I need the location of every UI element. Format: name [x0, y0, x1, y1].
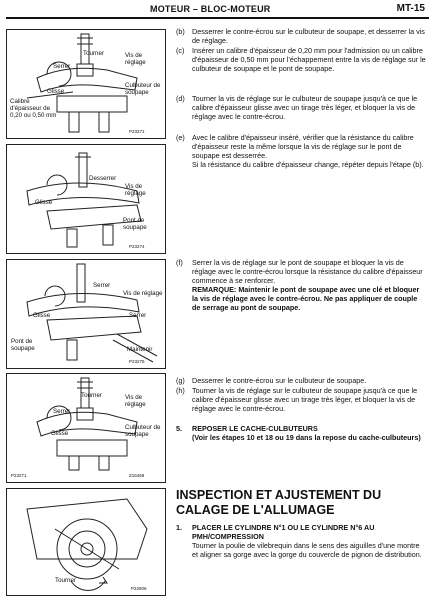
- step-d-key: (d): [176, 94, 185, 103]
- fig3-label-bridge: Pont de soupape: [11, 338, 35, 352]
- step-5-title: REPOSER LE CACHE-CULBUTEURS: [192, 424, 318, 433]
- step-b: [176, 28, 426, 46]
- step-h-key: (h): [176, 386, 185, 395]
- fig1-label-tighten: Serrer: [53, 63, 71, 70]
- figure-4: [6, 373, 166, 483]
- fig3-code: P23275: [129, 359, 145, 364]
- figure-5-drawing: [7, 489, 165, 595]
- fig5-code: P22806: [131, 586, 147, 591]
- fig1-label-turn: Tourner: [83, 50, 104, 57]
- step-f: [176, 259, 426, 312]
- step-5: [176, 425, 426, 443]
- step-c: [176, 47, 426, 74]
- fig4-label-glide: Glisse: [51, 430, 69, 437]
- step-d-text: Tourner la vis de réglage sur le culbuteur de soupape jusqu'à ce que le calibre d'épaisseur glisse avec un tirage très léger, et bloquer la vis de réglage avec le contre-écrou.: [192, 94, 418, 121]
- figure-3: [6, 259, 166, 369]
- step-f-remark: REMARQUE: Maintenir le pont de soupape avec une clé et bloquer la vis de réglage avec le contre-écrou. Ne pas appliquer de couple de serrage au pont de soupape.: [192, 284, 420, 312]
- fig3-label-glide: Glisse: [33, 312, 51, 319]
- fig4-label-rocker: Culbuteur de soupape: [125, 424, 161, 438]
- step-e-text2: Si la résistance du calibre d'épaisseur change, répéter depuis l'étape (b).: [192, 159, 424, 169]
- header-title: MOTEUR – BLOC-MOTEUR: [150, 4, 271, 14]
- fig1-label-glide: Glisse: [47, 88, 65, 95]
- step-e: [176, 134, 426, 170]
- step-h: [176, 387, 426, 414]
- fig3-label-screw: Vis de réglage: [123, 290, 163, 297]
- fig3-label-tighten-right: Serrer: [129, 312, 147, 319]
- step-f-text: Serrer la vis de réglage sur le pont de soupape et bloquer la vis de réglage avec le contre-écrou lorsque la résistance du calibre d'épaisseur commence à se renforcer.: [192, 258, 423, 285]
- fig1-code: P23271: [129, 129, 145, 134]
- fig1-label-screw: Vis de réglage: [125, 52, 146, 66]
- step-b-text: Desserrer le contre-écrou sur le culbuteur de soupape, et desserrer la vis de réglage.: [192, 27, 425, 45]
- page-header: [0, 0, 435, 18]
- fig1-label-rocker: Culbuteur de soupape: [125, 82, 161, 96]
- fig3-label-hold: Maintenir: [127, 346, 153, 353]
- fig2-label-loosen: Desserrer: [89, 175, 117, 182]
- section-step-1: [176, 524, 426, 560]
- step-g: [176, 377, 426, 386]
- step-5-sub: (Voir les étapes 10 et 18 ou 19 dans la repose du cache-culbuteurs): [192, 432, 421, 442]
- section-step-1-key: 1.: [176, 523, 182, 532]
- section-step-1-title: PLACER LE CYLINDRE N°1 OU LE CYLINDRE N°6 AU PMH/COMPRESSION: [192, 523, 375, 541]
- fig4-label-screw: Vis de réglage: [125, 394, 146, 408]
- step-c-text: Insérer un calibre d'épaisseur de 0,20 mm pour l'admission ou un calibre d'épaisseur de 0,50 mm pour l'échappement entre la vis de réglage sur le culbuteur de soupape et le pont de soupape.: [192, 46, 426, 73]
- step-g-text: Desserrer le contre-écrou sur le culbuteur de soupape.: [192, 376, 367, 385]
- step-e-text: Avec le calibre d'épaisseur inséré, vérifier que la résistance du calibre d'épaisseur reste la même lorsque la vis de réglage sur le pont de soupape est desserrée.: [192, 133, 414, 160]
- fig1-label-gauge: Calibre d'épaisseur de 0,20 ou 0,50 mm: [10, 98, 57, 119]
- step-c-key: (c): [176, 46, 185, 55]
- fig2-label-bridge: Pont de soupape: [123, 217, 147, 231]
- step-g-key: (g): [176, 376, 185, 385]
- figure-2: [6, 144, 166, 254]
- fig2-label-glide: Glisse: [35, 199, 53, 206]
- figure-2-drawing: [7, 145, 165, 253]
- fig2-label-screw: Vis de réglage: [125, 183, 146, 197]
- figure-1: [6, 29, 166, 139]
- fig4-label-tighten: Serrer: [53, 408, 71, 415]
- section-step-1-text: Tourner la poulie de vilebrequin dans le sens des aiguilles d'une montre et aligner sa gorge avec la gorge du couvercle de pignon de distribution.: [192, 540, 422, 559]
- fig3-label-tighten-top: Serrer: [93, 282, 111, 289]
- fig2-code: P23274: [129, 244, 145, 249]
- header-rule: [6, 17, 429, 19]
- figure-5: [6, 488, 166, 596]
- step-5-key: 5.: [176, 424, 182, 433]
- step-f-key: (f): [176, 258, 183, 267]
- section-title: INSPECTION ET AJUSTEMENT DU CALAGE DE L'ALLUMAGE: [176, 488, 382, 517]
- step-e-key: (e): [176, 133, 185, 142]
- step-b-key: (b): [176, 27, 185, 36]
- fig4-label-turn: Tourner: [81, 392, 102, 399]
- fig4-code-right: Z15468: [129, 473, 145, 478]
- step-d: [176, 95, 426, 122]
- page-number: MT-15: [396, 3, 425, 14]
- fig5-label-turn: Tourner: [55, 577, 76, 584]
- step-h-text: Tourner la vis de réglage sur le culbuteur de soupape jusqu'à ce que le calibre d'épaisseur glisse avec un tirage très léger, et bloquer la vis de réglage avec le contre-écrou.: [192, 386, 418, 413]
- fig4-code-left: P23271: [11, 473, 27, 478]
